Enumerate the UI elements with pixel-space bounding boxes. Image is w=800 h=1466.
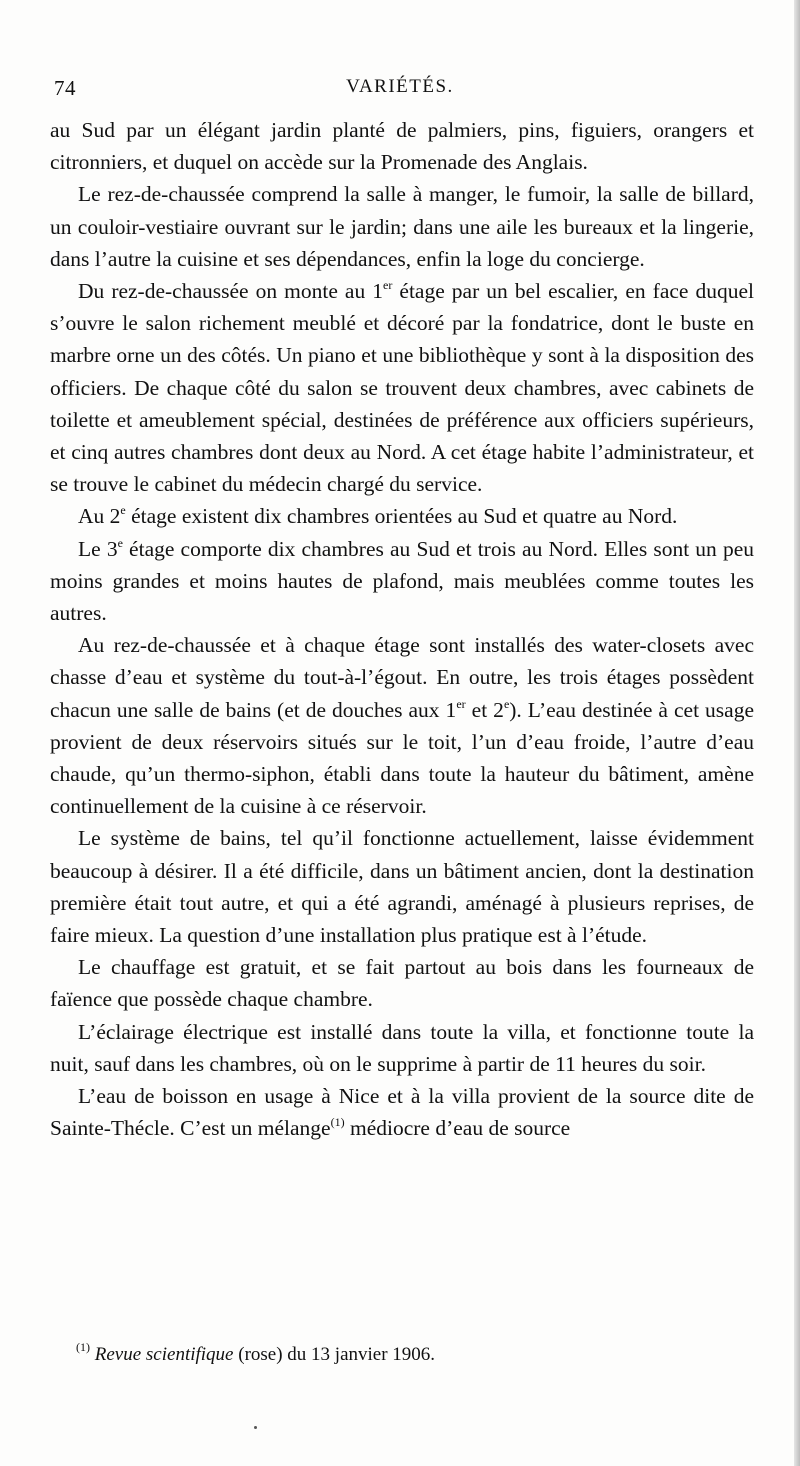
ink-speck bbox=[254, 1426, 257, 1429]
footnote-journal-title: Revue scientifique bbox=[94, 1344, 234, 1365]
paragraph-10-text-a: L’eau de boisson en usage à Nice et à la villa provient de la source dite de Sainte-Thécle. C’est un mélange bbox=[50, 1084, 754, 1141]
body-text bbox=[50, 114, 754, 1145]
footnote bbox=[76, 1342, 756, 1368]
paragraph-7: Le système de bains, tel qu’il fonctionne actuellement, laisse évidemment beaucoup à désirer. Il a été difficile, dans un bâtiment ancien, dont la destination première était tout autre, et qui a été agrandi, aménagé à plusieurs reprises, de faire mieux. La question d’une installation plus pratique est à l’étude. bbox=[50, 826, 754, 948]
superscript-e: e bbox=[120, 503, 126, 518]
running-title: VARIÉTÉS. bbox=[346, 76, 454, 97]
paragraph-6 bbox=[50, 629, 754, 822]
paragraph-4-text-a: Au 2 bbox=[78, 504, 121, 529]
paragraph-10 bbox=[50, 1080, 754, 1144]
paragraph-3-text-a: Du rez-de-chaussée on monte au 1 bbox=[78, 279, 384, 304]
paragraph-6-text-c: ). L’eau destinée à cet usage provient de deux réservoirs situés sur le toit, l’un d’eau froide, l’autre d’eau chaude, qu’un thermo-siphon, établi dans toute la hauteur du bâtiment, amène continuellement de la cuisine à ce réservoir. bbox=[50, 697, 754, 819]
paragraph-3-text-b: étage par un bel escalier, en face duquel s’ouvre le salon richement meublé et décoré par la fondatrice, dont le buste en marbre orne un des côtés. Un piano et une bibliothèque y sont à la disposition des officiers. De chaque côté du salon se trouvent deux chambres, avec cabinets de toilette et ameublement spécial, destinées de préférence aux officiers supérieurs, et cinq autres chambres dont deux au Nord. A cet étage habite l’administrateur, et se trouve le cabinet du médecin chargé du service. bbox=[50, 279, 755, 497]
paragraph-3 bbox=[50, 275, 754, 500]
page-edge-shadow bbox=[794, 0, 800, 1466]
footnote-reference: (1) bbox=[330, 1115, 345, 1130]
paragraph-8: Le chauffage est gratuit, et se fait partout au bois dans les fourneaux de faïence que possède chaque chambre. bbox=[50, 955, 754, 1012]
superscript-er: er bbox=[383, 278, 393, 293]
paragraph-5 bbox=[50, 533, 754, 630]
paragraph-2: Le rez-de-chaussée comprend la salle à manger, le fumoir, la salle de billard, un couloir-vestiaire ouvrant sur le jardin; dans une aile les bureaux et la lingerie, dans l’autre la cuisine et ses dépendances, enfin la loge du concierge. bbox=[50, 182, 754, 271]
paragraph-5-text-a: Le 3 bbox=[78, 536, 118, 561]
paragraph-1: au Sud par un élégant jardin planté de palmiers, pins, figuiers, orangers et citronniers, et duquel on accède sur la Promenade des Anglais. bbox=[50, 118, 754, 175]
paragraph-9: L’éclairage électrique est installé dans toute la villa, et fonctionne toute la nuit, sauf dans les chambres, où on le supprime à partir de 11 heures du soir. bbox=[50, 1019, 754, 1076]
superscript-e: e bbox=[503, 696, 510, 711]
paragraph-6-text-a: Au rez-de-chaussée et à chaque étage sont installés des water-closets avec chasse d’eau et système du tout-à-l’égout. En outre, les trois étages possèdent chacun une salle de bains (et de douches aux 1 bbox=[50, 633, 754, 722]
footnote-marker: (1) bbox=[76, 1340, 90, 1354]
footnote-citation: (rose) du 13 janvier 1906. bbox=[233, 1344, 436, 1365]
paragraph-4-text-b: étage existent dix chambres orientées au Sud et quatre au Nord. bbox=[125, 504, 678, 529]
superscript-er: er bbox=[456, 696, 466, 711]
paragraph-4 bbox=[50, 500, 754, 532]
page-number: 74 bbox=[54, 76, 76, 100]
running-head bbox=[50, 76, 750, 104]
superscript-e: e bbox=[117, 535, 123, 550]
paragraph-5-text-b: étage comporte dix chambres au Sud et trois au Nord. Elles sont un peu moins grandes et moins hautes de plafond, mais meublées comme toutes les autres. bbox=[50, 536, 754, 626]
paragraph-10-text-b: médiocre d’eau de source bbox=[344, 1116, 571, 1141]
paragraph-6-text-b: et 2 bbox=[465, 697, 504, 722]
